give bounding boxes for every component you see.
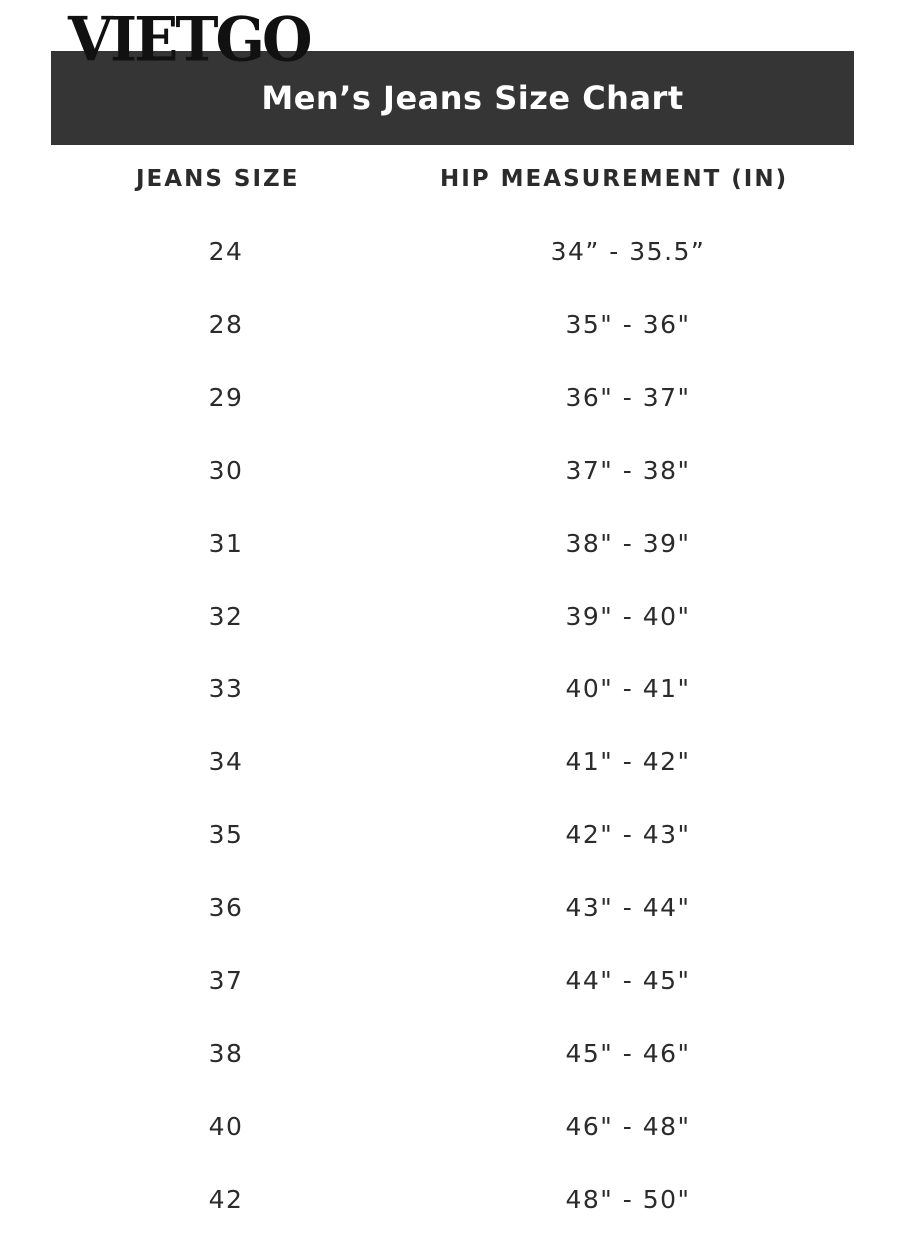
hip-measurement-cell: 40" - 41": [565, 674, 691, 703]
hip-measurement-cell: 45" - 46": [565, 1039, 691, 1068]
hip-measurement-cell: 41" - 42": [565, 747, 691, 776]
table-row: [0, 1107, 900, 1147]
hip-measurement-cell: 39" - 40": [565, 602, 691, 631]
table-row: [0, 597, 900, 637]
jeans-size-cell: 29: [208, 383, 244, 412]
jeans-size-cell: 31: [208, 529, 244, 558]
table-row: [0, 669, 900, 709]
hip-measurement-cell: 46" - 48": [565, 1112, 691, 1141]
watermark-logo: VIETGO: [68, 3, 310, 76]
hip-measurement-cell: 44" - 45": [565, 966, 691, 995]
jeans-size-cell: 37: [208, 966, 244, 995]
jeans-size-cell: 40: [208, 1112, 244, 1141]
hip-measurement-cell: 38" - 39": [565, 529, 691, 558]
table-row: [0, 888, 900, 928]
column-header-jeans-size: JEANS SIZE: [136, 166, 300, 192]
hip-measurement-cell: 36" - 37": [565, 383, 691, 412]
table-row: [0, 1034, 900, 1074]
hip-measurement-cell: 34” - 35.5”: [550, 237, 706, 266]
hip-measurement-cell: 48" - 50": [565, 1185, 691, 1214]
hip-measurement-cell: 35" - 36": [565, 310, 691, 339]
column-header-hip-measurement: HIP MEASUREMENT (IN): [440, 166, 789, 192]
jeans-size-cell: 36: [208, 893, 244, 922]
table-row: [0, 232, 900, 272]
hip-measurement-cell: 37" - 38": [565, 456, 691, 485]
page-title: Men’s Jeans Size Chart: [261, 79, 684, 117]
jeans-size-cell: 32: [208, 602, 244, 631]
jeans-size-cell: 34: [208, 747, 244, 776]
hip-measurement-cell: 43" - 44": [565, 893, 691, 922]
jeans-size-cell: 28: [208, 310, 244, 339]
jeans-size-cell: 30: [208, 456, 244, 485]
table-row: [0, 305, 900, 345]
hip-measurement-cell: 42" - 43": [565, 820, 691, 849]
table-row: [0, 378, 900, 418]
jeans-size-cell: 35: [208, 820, 244, 849]
table-row: [0, 524, 900, 564]
table-row: [0, 742, 900, 782]
table-row: [0, 961, 900, 1001]
table-row: [0, 451, 900, 491]
jeans-size-cell: 42: [208, 1185, 244, 1214]
jeans-size-cell: 24: [208, 237, 244, 266]
jeans-size-cell: 38: [208, 1039, 244, 1068]
jeans-size-cell: 33: [208, 674, 244, 703]
table-row: [0, 815, 900, 855]
table-row: [0, 1180, 900, 1220]
